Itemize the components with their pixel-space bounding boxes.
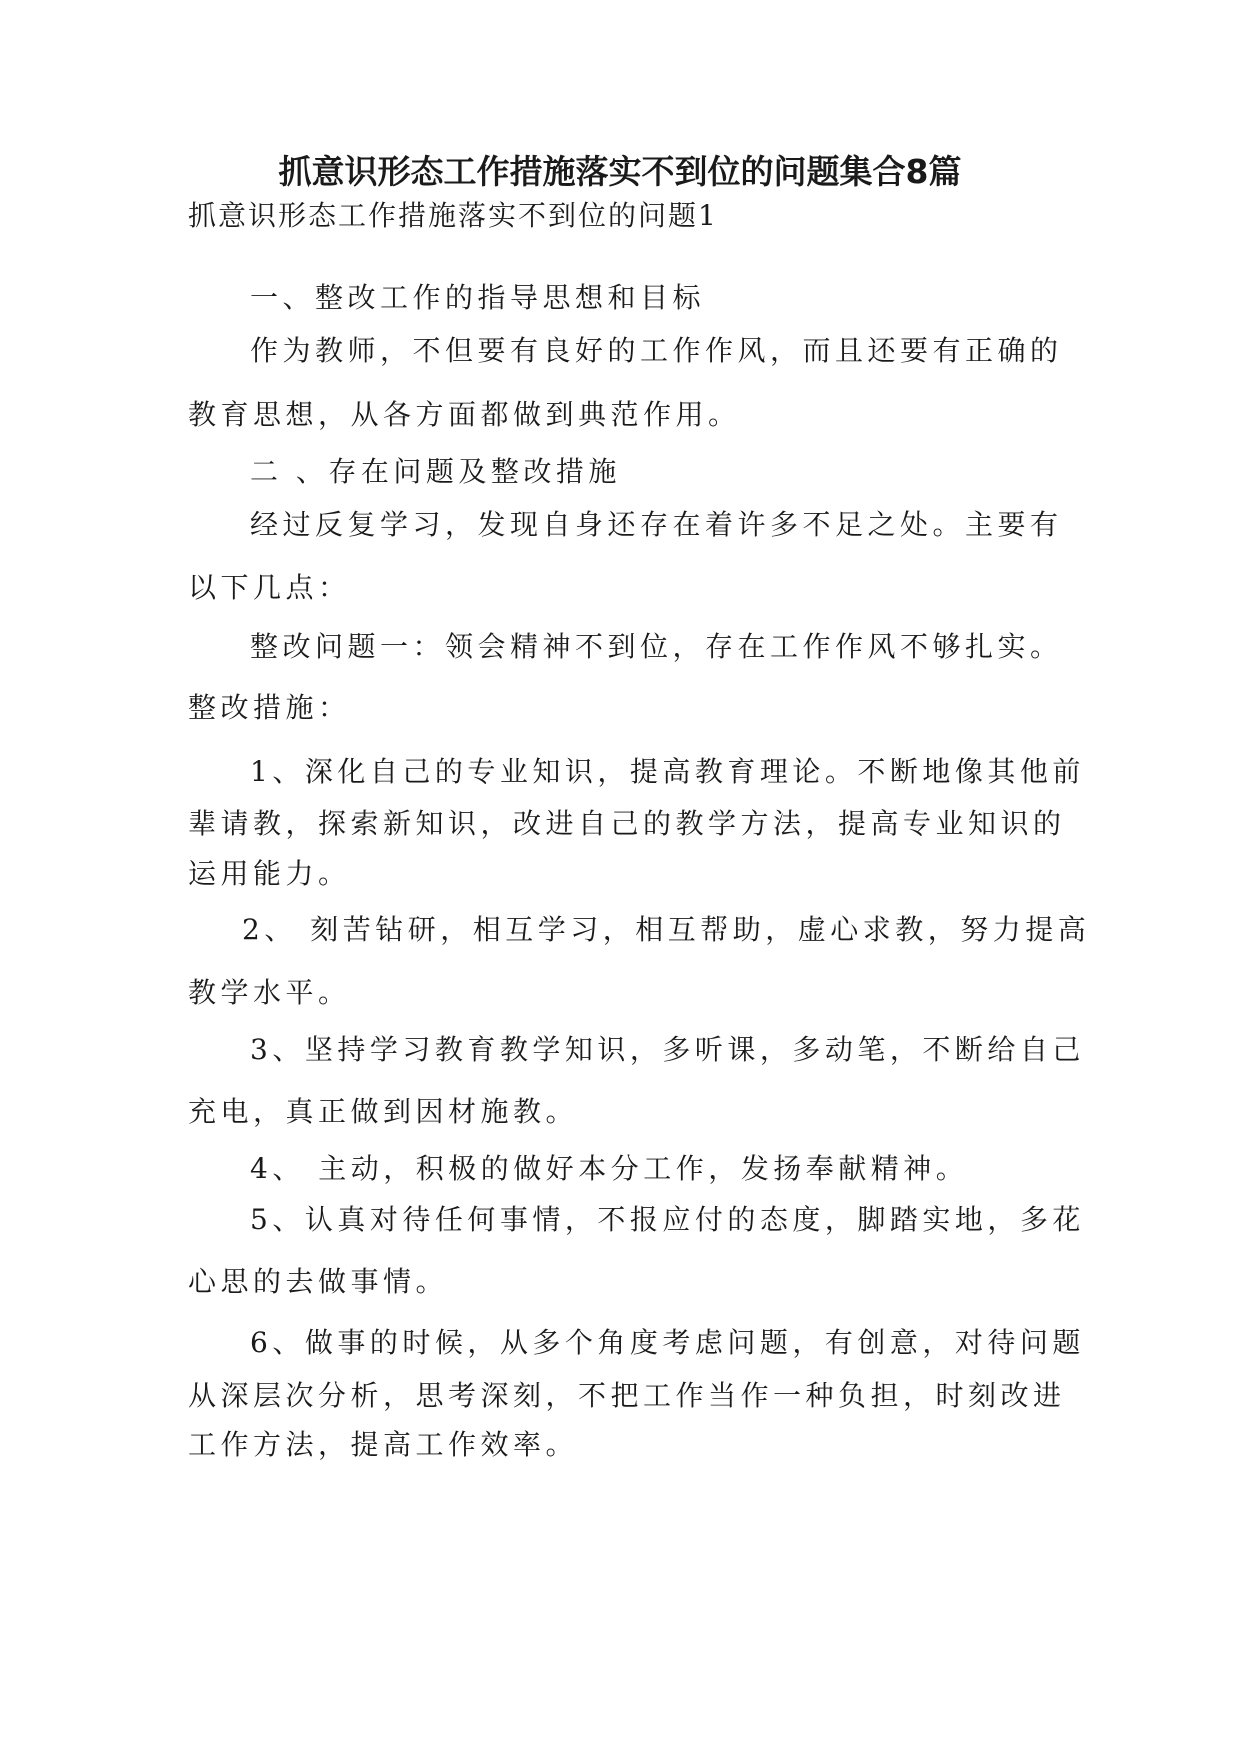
list-item-line: 充电，真正做到因材施教。 bbox=[188, 1095, 579, 1128]
problem-line: 整改问题一：领会精神不到位，存在工作作风不够扎实。 bbox=[250, 630, 1063, 663]
heading-one: 一、整改工作的指导思想和目标 bbox=[250, 281, 706, 314]
list-item-line: 1、深化自己的专业知识，提高教育理论。不断地像其他前 bbox=[250, 755, 1085, 788]
paragraph-line: 经过反复学习，发现自身还存在着许多不足之处。主要有 bbox=[250, 508, 1063, 541]
list-item-line: 心思的去做事情。 bbox=[188, 1265, 449, 1298]
list-item-line: 教学水平。 bbox=[188, 976, 351, 1009]
paragraph-line: 教育思想，从各方面都做到典范作用。 bbox=[188, 398, 741, 431]
heading-two: 二 、存在问题及整改措施 bbox=[250, 455, 621, 488]
list-item-line: 2、 刻苦钻研，相互学习，相互帮助，虚心求教，努力提高 bbox=[242, 913, 1091, 946]
list-item-line: 从深层次分析，思考深刻，不把工作当作一种负担，时刻改进 bbox=[188, 1379, 1066, 1412]
list-item-line: 工作方法，提高工作效率。 bbox=[188, 1428, 579, 1461]
list-item-line: 辈请教，探索新知识，改进自己的教学方法，提高专业知识的 bbox=[188, 807, 1066, 840]
measures-label: 整改措施： bbox=[188, 691, 351, 724]
list-item-line: 4、 主动，积极的做好本分工作，发扬奉献精神。 bbox=[250, 1152, 969, 1185]
list-item-line: 5、认真对待任何事情，不报应付的态度，脚踏实地，多花 bbox=[250, 1203, 1085, 1236]
list-item-line: 运用能力。 bbox=[188, 857, 351, 890]
paragraph-line: 以下几点： bbox=[188, 571, 351, 604]
section-subtitle: 抓意识形态工作措施落实不到位的问题1 bbox=[188, 199, 718, 232]
paragraph-line: 作为教师，不但要有良好的工作作风，而且还要有正确的 bbox=[250, 334, 1063, 367]
list-item-line: 6、做事的时候，从多个角度考虑问题，有创意，对待问题 bbox=[250, 1326, 1085, 1359]
document-title: 抓意识形态工作措施落实不到位的问题集合8篇 bbox=[278, 152, 962, 191]
list-item-line: 3、坚持学习教育教学知识，多听课，多动笔，不断给自己 bbox=[250, 1033, 1085, 1066]
